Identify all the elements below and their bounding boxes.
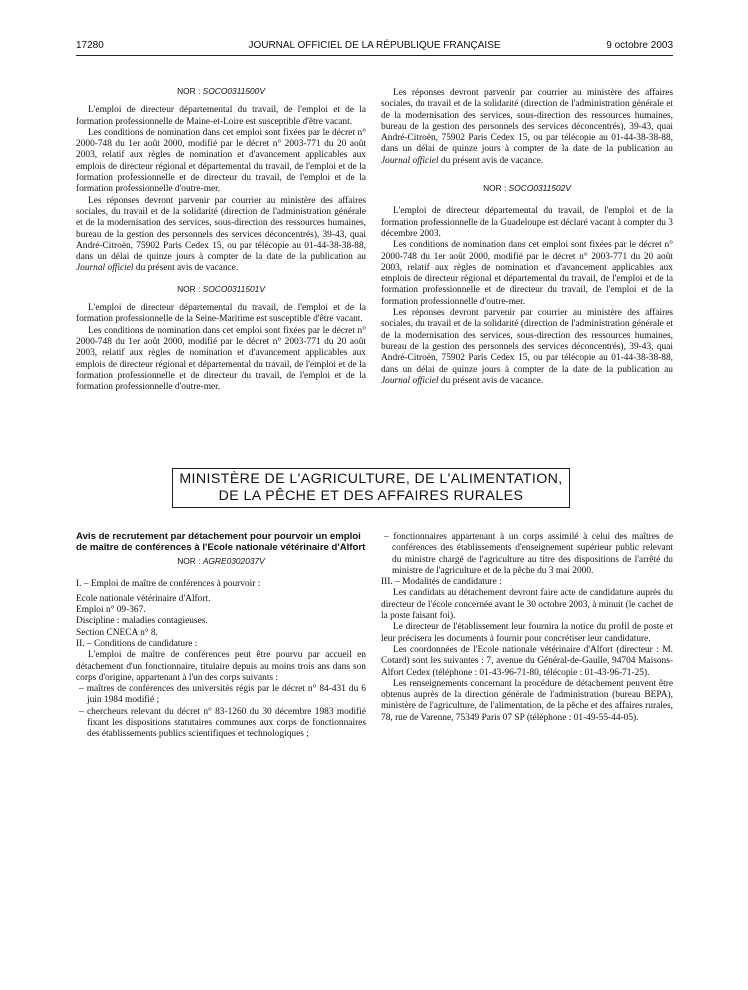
paragraph: Les réponses devront parvenir par courrier au ministère des affaires sociales, du travail et de la solidarité (direction de l'administration générale et de la modernisation des services, sous-direction des ressources humaines, bureau de la gestion des personnels des services déconcentrés), 39-43, quai André-Citroën, 75902 Paris Cedex 15, ou par télécopie au 01-44-38-38-88, dans un délai de quinze jours à compter de la date de la publication au Journal officiel du présent avis de vacance. <box>381 88 673 166</box>
journal-title: JOURNAL OFFICIEL DE LA RÉPUBLIQUE FRANÇAISE <box>248 40 501 51</box>
paragraph: L'emploi de directeur départemental du travail, de l'emploi et de la formation professionnelle de Maine-et-Loire est susceptible d'être vacant. <box>76 105 366 127</box>
paragraph: L'emploi de directeur départemental du travail, de l'emploi et de la formation professionnelle de la Guadeloupe est déclaré vacant à compter du 3 décembre 2003. <box>381 206 673 239</box>
lower-right-column <box>381 532 673 724</box>
paragraph: L'emploi de maître de conférences peut être pourvu par accueil en détachement d'un fonctionnaire, titulaire depuis au moins trois ans dans son corps d'origine, appartenant à l'un des corps suivants : <box>76 650 366 683</box>
paragraph: Les coordonnées de l'Ecole nationale vétérinaire d'Alfort (directeur : M. Cotard) sont les suivantes : 7, avenue du Général-de-Gaulle, 94704 Maisons-Alfort Cedex (téléphone : 01-43-96-71-80, télécopie : 01-43-96-71-25). <box>381 644 673 678</box>
paragraph: Les réponses devront parvenir par courrier au ministère des affaires sociales, du travail et de la solidarité (direction de l'administration générale et de la modernisation des services, sous-direction des ressources humaines, bureau de la gestion des personnels des services déconcentrés), 39-43, quai André-Citroën, 75902 Paris Cedex 15, ou par télécopie au 01-44-38-38-88, dans un délai de quinze jours à compter de la date de la publication au Journal officiel du présent avis de vacance. <box>381 308 673 386</box>
school-line: Ecole nationale vétérinaire d'Alfort. <box>76 593 211 604</box>
paragraph: Les conditions de nomination dans cet emploi sont fixées par le décret n° 2000-748 du 1er août 2000, modifié par le décret n° 2003-771 du 20 août 2003, relatif aux règles de nomination et d'avancement applicables aux emplois de directeur régional et départemental du travail, de l'emploi et de la formation professionnelle et de directeur du travail, de l'emploi et de la formation professionnelle d'outre-mer. <box>381 240 673 307</box>
discipline-line: Discipline : maladies contagieuses. <box>76 616 208 627</box>
nor-reference: NOR : SOCO0311502V <box>483 183 571 194</box>
paragraph: Le directeur de l'établissement leur fournira la notice du profil de poste et leur précisera les documents à fournir pour concrétiser leur candidature. <box>381 622 673 644</box>
list-item: – maîtres de conférences des universités régis par le décret n° 84-431 du 6 juin 1984 modifié ; <box>79 684 366 706</box>
issue-date: 9 octobre 2003 <box>606 40 673 51</box>
page-number: 17280 <box>76 40 104 51</box>
nor-reference: NOR : SOCO0311501V <box>177 283 265 294</box>
ministry-heading-line: MINISTÈRE DE L'AGRICULTURE, DE L'ALIMENTATION, <box>179 471 563 487</box>
paragraph: L'emploi de directeur départemental du travail, de l'emploi et de la formation professionnelle de la Seine-Maritime est susceptible d'être vacant. <box>76 303 366 325</box>
paragraph: Les candidats au détachement devront faire acte de candidature auprès du directeur de l'école concernée avant le 30 octobre 2003, à minuit (le cachet de la poste faisant foi). <box>381 588 673 622</box>
section-heading: I. – Emploi de maître de conférences à pourvoir : <box>76 579 261 590</box>
header-rule <box>76 55 673 56</box>
notice-title: Avis de recrutement par détachement pour pourvoir un emploi de maître de conférences à l'Ecole nationale vétérinaire d'Alfort <box>76 531 366 553</box>
paragraph: Les conditions de nomination dans cet emploi sont fixées par le décret n° 2000-748 du 1er août 2000, modifié par le décret n° 2003-771 du 20 août 2003, relatif aux règles de nomination et d'avancement applicables aux emplois de directeur régional et départemental du travail, de l'emploi et de la formation professionnelle et de directeur du travail, de l'emploi et de la formation professionnelle d'outre-mer. <box>76 325 366 393</box>
section-heading: II. – Conditions de candidature : <box>76 638 198 649</box>
list-item: – chercheurs relevant du décret n° 83-1260 du 30 décembre 1983 modifié fixant les dispositions statutaires communes aux corps de fonctionnaires des établissements publics scientifiques et technologiques ; <box>79 706 366 740</box>
nor-reference: NOR : SOCO0311500V <box>177 86 265 96</box>
section-line: Section CNECA n° 8. <box>76 627 158 638</box>
lower-left-column <box>76 532 366 741</box>
nor-reference: NOR : AGRE0302037V <box>177 556 265 567</box>
paragraph: Les conditions de nomination dans cet emploi sont fixées par le décret n° 2000-748 du 1er août 2000, modifié par le décret n° 2003-771 du 20 août 2003, relatif aux règles de nomination et d'avancement applicables aux emplois de directeur régional et départemental du travail, de l'emploi et de la formation professionnelle et de directeur du travail, de l'emploi et de la formation professionnelle d'outre-mer. <box>76 127 366 195</box>
emploi-line: Emploi n° 09-367. <box>76 605 146 616</box>
page-header <box>76 40 673 54</box>
upper-left-column <box>76 80 366 393</box>
paragraph: Les renseignements concernant la procédure de détachement peuvent être obtenus auprès de la direction générale de l'administration (bureau BEPA), ministère de l'agriculture, de l'alimentation, de la pêche et des affaires rurales, 78, rue de Varenne, 75349 Paris 07 SP (téléphone : 01-49-55-44-05). <box>381 678 673 723</box>
ministry-heading-box <box>172 468 570 508</box>
upper-right-column <box>381 88 673 387</box>
section-heading: III. – Modalités de candidature : <box>381 577 502 588</box>
ministry-heading-line: DE LA PÊCHE ET DES AFFAIRES RURALES <box>218 488 524 504</box>
paragraph: Les réponses devront parvenir par courrier au ministère des affaires sociales, du travail et de la solidarité (direction de l'administration générale et de la modernisation des services, sous-direction des ressources humaines, bureau de la gestion des personnels des services déconcentrés), 39-43, quai André-Citroën, 75902 Paris Cedex 15, ou par télécopie au 01-44-38-38-88, dans un délai de quinze jours à compter de la date de la publication au Journal officiel du présent avis de vacance. <box>76 195 366 274</box>
list-item: – fonctionnaires appartenant à un corps assimilé à celui des maîtres de conférences des établissements d'enseignement supérieur public relevant du ministre chargé de l'agriculture au titre des dispositions de l'arrêté du ministre de l'agriculture et de la pêche du 3 mai 2000. <box>384 532 673 576</box>
